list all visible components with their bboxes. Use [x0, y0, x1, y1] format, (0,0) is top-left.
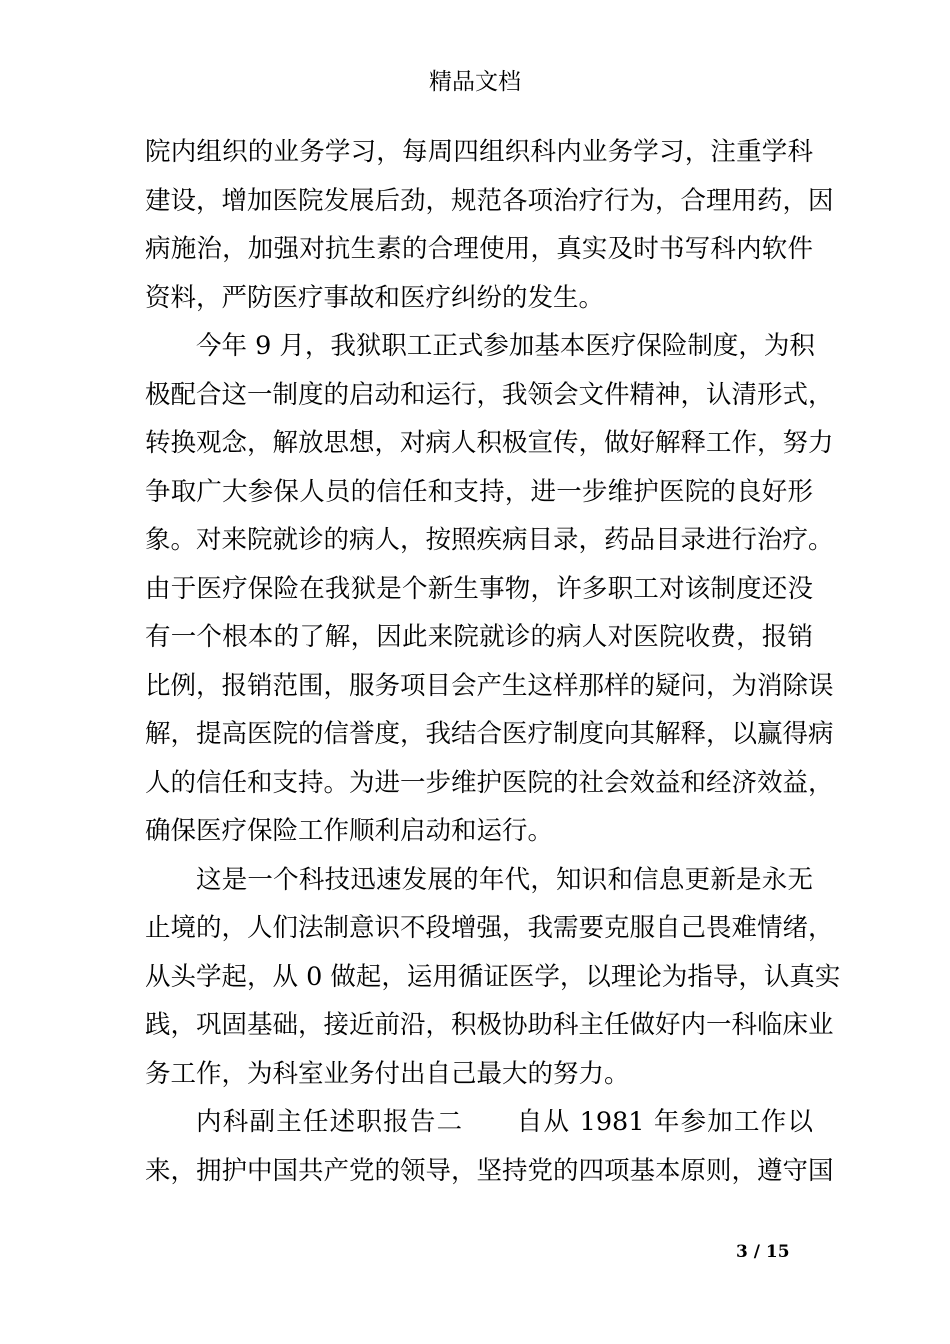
text-line: 极配合这一制度的启动和运行，我领会文件精神，认清形式，: [145, 379, 834, 410]
text-line: 来，拥护中国共产党的领导，坚持党的四项基本原则，遵守国: [145, 1155, 834, 1186]
text-line: 解，提高医院的信誉度，我结合医疗制度向其解释，以赢得病: [145, 719, 834, 749]
text-line: 践，巩固基础，接近前沿，积极协助科主任做好内一科临床业: [145, 1010, 834, 1040]
page-header-title: 精品文档: [429, 69, 521, 95]
text-line: 象。对来院就诊的病人，按照疾病目录，药品目录进行治疗。: [145, 525, 834, 555]
text-line: 止境的，人们法制意识不段增强，我需要克服自己畏难情绪，: [145, 913, 834, 943]
text-line: 资料，严防医疗事故和医疗纠纷的发生。: [145, 282, 605, 313]
text-line: 由于医疗保险在我狱是个新生事物，许多职工对该制度还没: [145, 573, 813, 604]
body-text: [145, 128, 841, 1195]
text-line: 病施治，加强对抗生素的合理使用，真实及时书写科内软件: [145, 234, 813, 264]
page-number: 3 / 15: [736, 1242, 790, 1262]
text-line: 今年 9 月，我狱职工正式参加基本医疗保险制度，为积: [196, 331, 815, 361]
text-line: 务工作，为科室业务付出自己最大的努力。: [145, 1058, 630, 1089]
text-line: 人的信任和支持。为进一步维护医院的社会效益和经济效益，: [145, 767, 834, 798]
text-line: 从头学起，从 0 做起，运用循证医学，以理论为指导，认真实: [145, 961, 841, 992]
text-line: 争取广大参保人员的信任和支持，进一步维护医院的良好形: [145, 476, 813, 507]
text-line: 建设，增加医院发展后劲，规范各项治疗行为，合理用药，因: [145, 185, 834, 216]
text-line: 这是一个科技迅速发展的年代，知识和信息更新是永无: [196, 864, 813, 895]
text-line: 有一个根本的了解，因此来院就诊的病人对医院收费，报销: [145, 622, 813, 652]
text-line: 内科副主任述职报告二 自从 1981 年参加工作以: [196, 1107, 813, 1137]
text-line: 院内组织的业务学习，每周四组织科内业务学习，注重学科: [145, 137, 813, 167]
text-line: 确保医疗保险工作顺利启动和运行。: [145, 816, 554, 846]
text-line: 转换观念，解放思想，对病人积极宣传，做好解释工作，努力: [145, 428, 834, 458]
text-line: 比例，报销范围，服务项目会产生这样那样的疑问，为消除误: [145, 670, 834, 701]
